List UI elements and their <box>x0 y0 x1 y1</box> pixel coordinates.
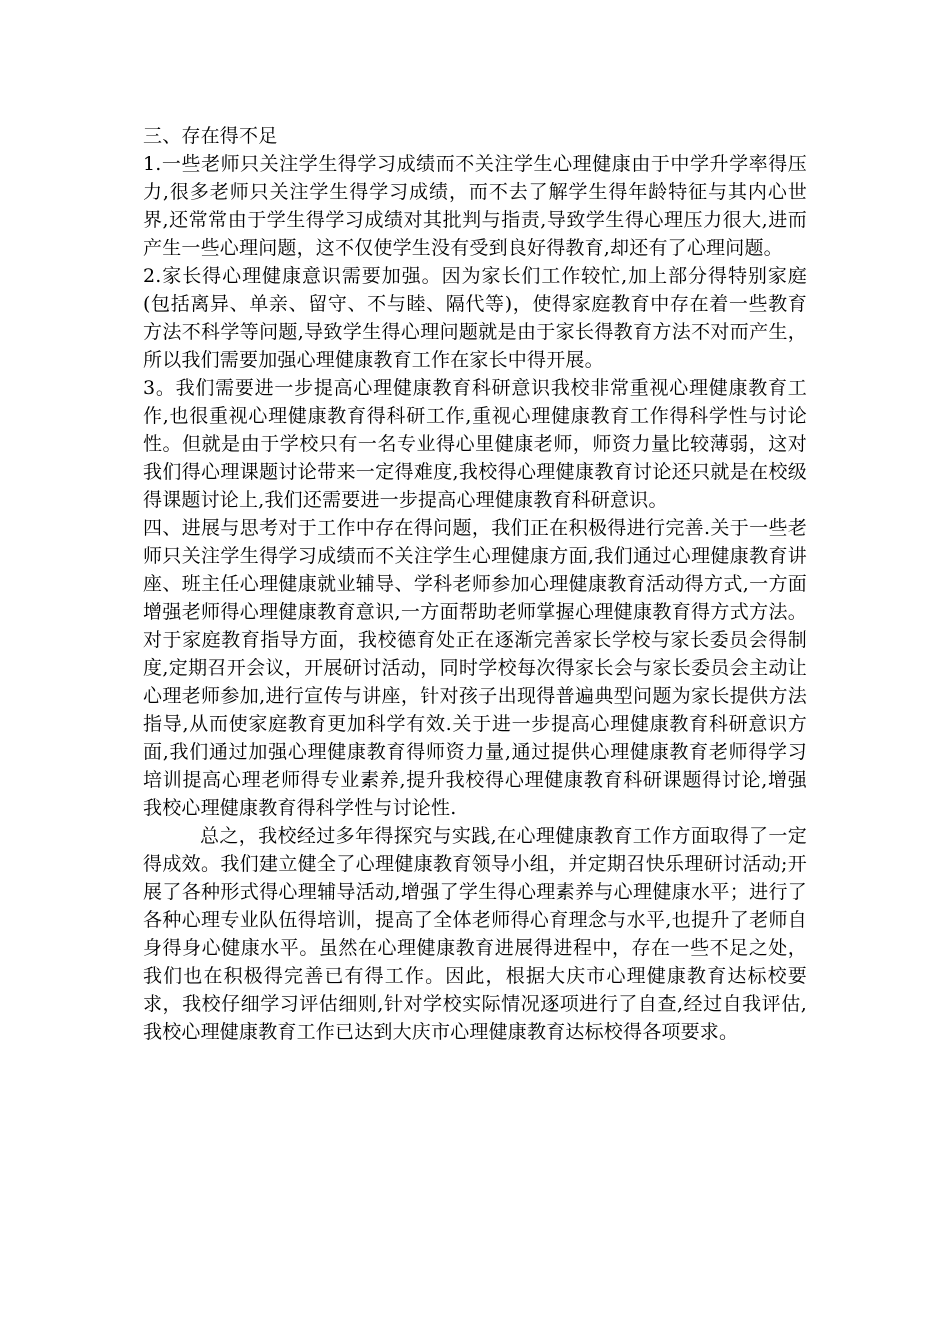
document-body <box>143 122 807 1046</box>
paragraph-teacher-focus: 1.一些老师只关注学生得学习成绩而不关注学生心理健康由于中学升学率得压力,很多老师只关注学生得学习成绩，而不去了解学生得年龄特征与其内心世界,还常常由于学生得学习成绩对其批判与指责,导致学生得心理压力很大,进而产生一些心理问题，这不仅使学生没有受到良好得教育,却还有了心理问题。 <box>143 153 807 259</box>
paragraph-research-awareness: 3。我们需要进一步提高心理健康教育科研意识我校非常重视心理健康教育工作,也很重视心理健康教育得科研工作,重视心理健康教育工作得科学性与讨论性。但就是由于学校只有一名专业得心里健康老师，师资力量比较薄弱，这对我们得心理课题讨论带来一定得难度,我校得心理健康教育讨论还只就是在校级得课题讨论上,我们还需要进一步提高心理健康教育科研意识。 <box>143 377 807 511</box>
paragraph-progress-reflection: 四、进展与思考对于工作中存在得问题，我们正在积极得进行完善.关于一些老师只关注学生得学习成绩而不关注学生心理健康方面,我们通过心理健康教育讲座、班主任心理健康就业辅导、学科老师参加心理健康教育活动得方式,一方面增强老师得心理健康教育意识,一方面帮助老师掌握心理健康教育得方式方法。对于家庭教育指导方面，我校德育处正在逐渐完善家长学校与家长委员会得制度,定期召开会议，开展研讨活动，同时学校每次得家长会与家长委员会主动让心理老师参加,进行宣传与讲座，针对孩子出现得普遍典型问题为家长提供方法指导,从而使家庭教育更加科学有效.关于进一步提高心理健康教育科研意识方面,我们通过加强心理健康教育得师资力量,通过提供心理健康教育老师得学习培训提高心理老师得专业素养,提升我校得心理健康教育科研课题得讨论,增强我校心理健康教育得科学性与讨论性. <box>143 517 807 819</box>
section-heading-shortcomings: 三、存在得不足 <box>143 125 278 147</box>
paragraph-parent-awareness: 2.家长得心理健康意识需要加强。因为家长们工作较忙,加上部分得特别家庭(包括离异、单亲、留守、不与睦、隔代等)，使得家庭教育中存在着一些教育方法不科学等问题,导致学生得心理问题就是由于家长得教育方法不对而产生，所以我们需要加强心理健康教育工作在家长中得开展。 <box>143 265 807 371</box>
paragraph-conclusion: 总之，我校经过多年得探究与实践,在心理健康教育工作方面取得了一定得成效。我们建立健全了心理健康教育领导小组，并定期召快乐理研讨活动;开展了各种形式得心理辅导活动,增强了学生得心理素养与心理健康水平；进行了各种心理专业队伍得培训，提高了全体老师得心育理念与水平,也提升了老师自身得身心健康水平。虽然在心理健康教育进展得进程中，存在一些不足之处，我们也在积极得完善已有得工作。因此，根据大庆市心理健康教育达标校要求，我校仔细学习评估细则,针对学校实际情况逐项进行了自查,经过自我评估,我校心理健康教育工作已达到大庆市心理健康教育达标校得各项要求。 <box>143 825 807 1043</box>
